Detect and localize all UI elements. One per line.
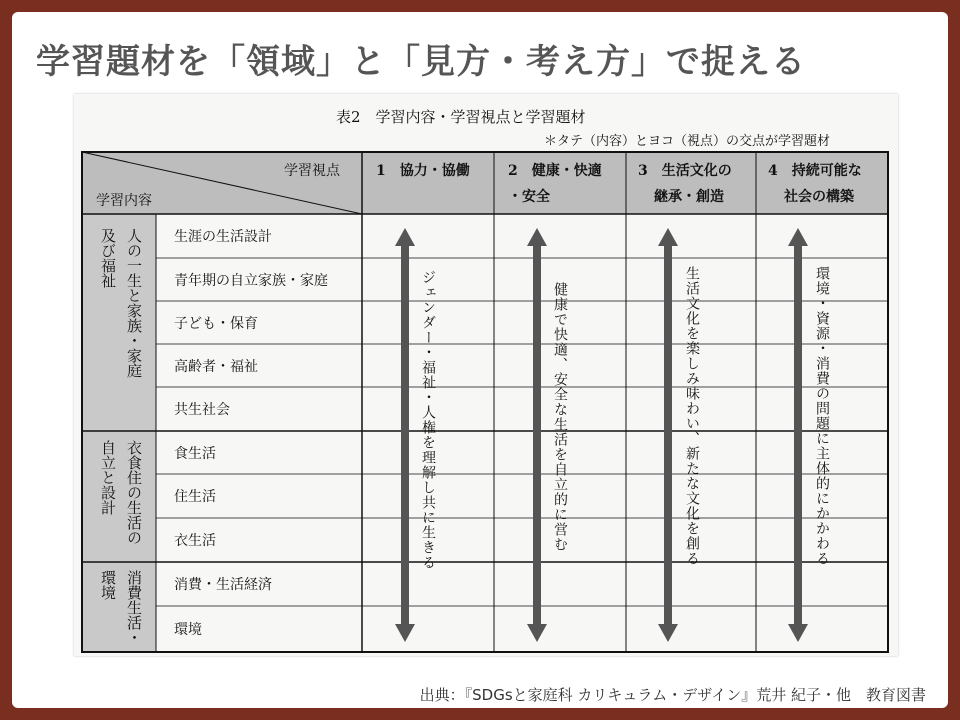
column-header-1: 1 協力・協働 [376, 163, 470, 179]
double-arrow-3 [658, 228, 678, 642]
row-label: 環境 [174, 622, 202, 638]
slide [12, 12, 948, 708]
arrow-text-4: 環境・資源・消費の問題に主体的にかかわる [814, 266, 830, 566]
group-column-fill [82, 214, 156, 652]
row-label: 生涯の生活設計 [174, 229, 272, 245]
table-note: ＊タテ（内容）とヨコ（視点）の交点が学習題材 [544, 134, 831, 149]
row-label: 消費・生活経済 [174, 577, 272, 593]
row-label: 食生活 [174, 445, 216, 462]
column-header-4: 4 持続可能な [768, 163, 862, 179]
arrow-text-3: 生活文化を楽しみ味わい、新たな文化を創る [684, 266, 700, 566]
row-label: 衣生活 [174, 533, 216, 549]
column-header-2-line2: ・安全 [508, 189, 550, 205]
group-title-1: 人の一生と家族・家庭 [125, 228, 143, 378]
row-label: 青年期の自立家族・家庭 [174, 272, 328, 289]
double-arrow-1 [395, 228, 415, 642]
group-title-2-b: 自立と設計 [99, 440, 117, 515]
table-caption: 表2 学習内容・学習視点と学習題材 [336, 108, 586, 126]
double-arrow-2 [527, 228, 547, 642]
corner-bottom-label: 学習内容 [96, 193, 152, 209]
group-title-3-b: 環境 [99, 570, 117, 600]
column-header-2: 2 健康・快適 [508, 163, 602, 179]
row-label: 共生社会 [174, 402, 230, 418]
source-citation: 出典：『SDGsと家庭科 カリキュラム・デザイン』荒井 紀子・他 教育図書 [419, 686, 926, 704]
column-header-4-line2: 社会の構築 [784, 189, 854, 205]
group-title-3: 消費生活・ [125, 570, 143, 645]
row-label: 子ども・保育 [174, 315, 258, 332]
corner-top-label: 学習視点 [284, 163, 340, 179]
column-header-3-line2: 継承・創造 [654, 189, 724, 205]
group-title-2: 衣食住の生活の [125, 440, 143, 545]
column-header-3: 3 生活文化の [638, 163, 732, 179]
slide-title: 学習題材を「領域」と「見方・考え方」で捉える [36, 42, 806, 82]
arrow-text-1: ジェンダー・福祉・人権を理解し共に生きる [420, 270, 436, 570]
document-scan [74, 94, 898, 656]
double-arrow-4 [788, 228, 808, 642]
arrow-text-2: 健康で快適、安全な生活を自立的に営む [552, 282, 568, 552]
group-title-1-b: 及び福祉 [99, 228, 117, 288]
row-label: 住生活 [174, 489, 216, 505]
row-label: 高齢者・福祉 [174, 358, 258, 375]
